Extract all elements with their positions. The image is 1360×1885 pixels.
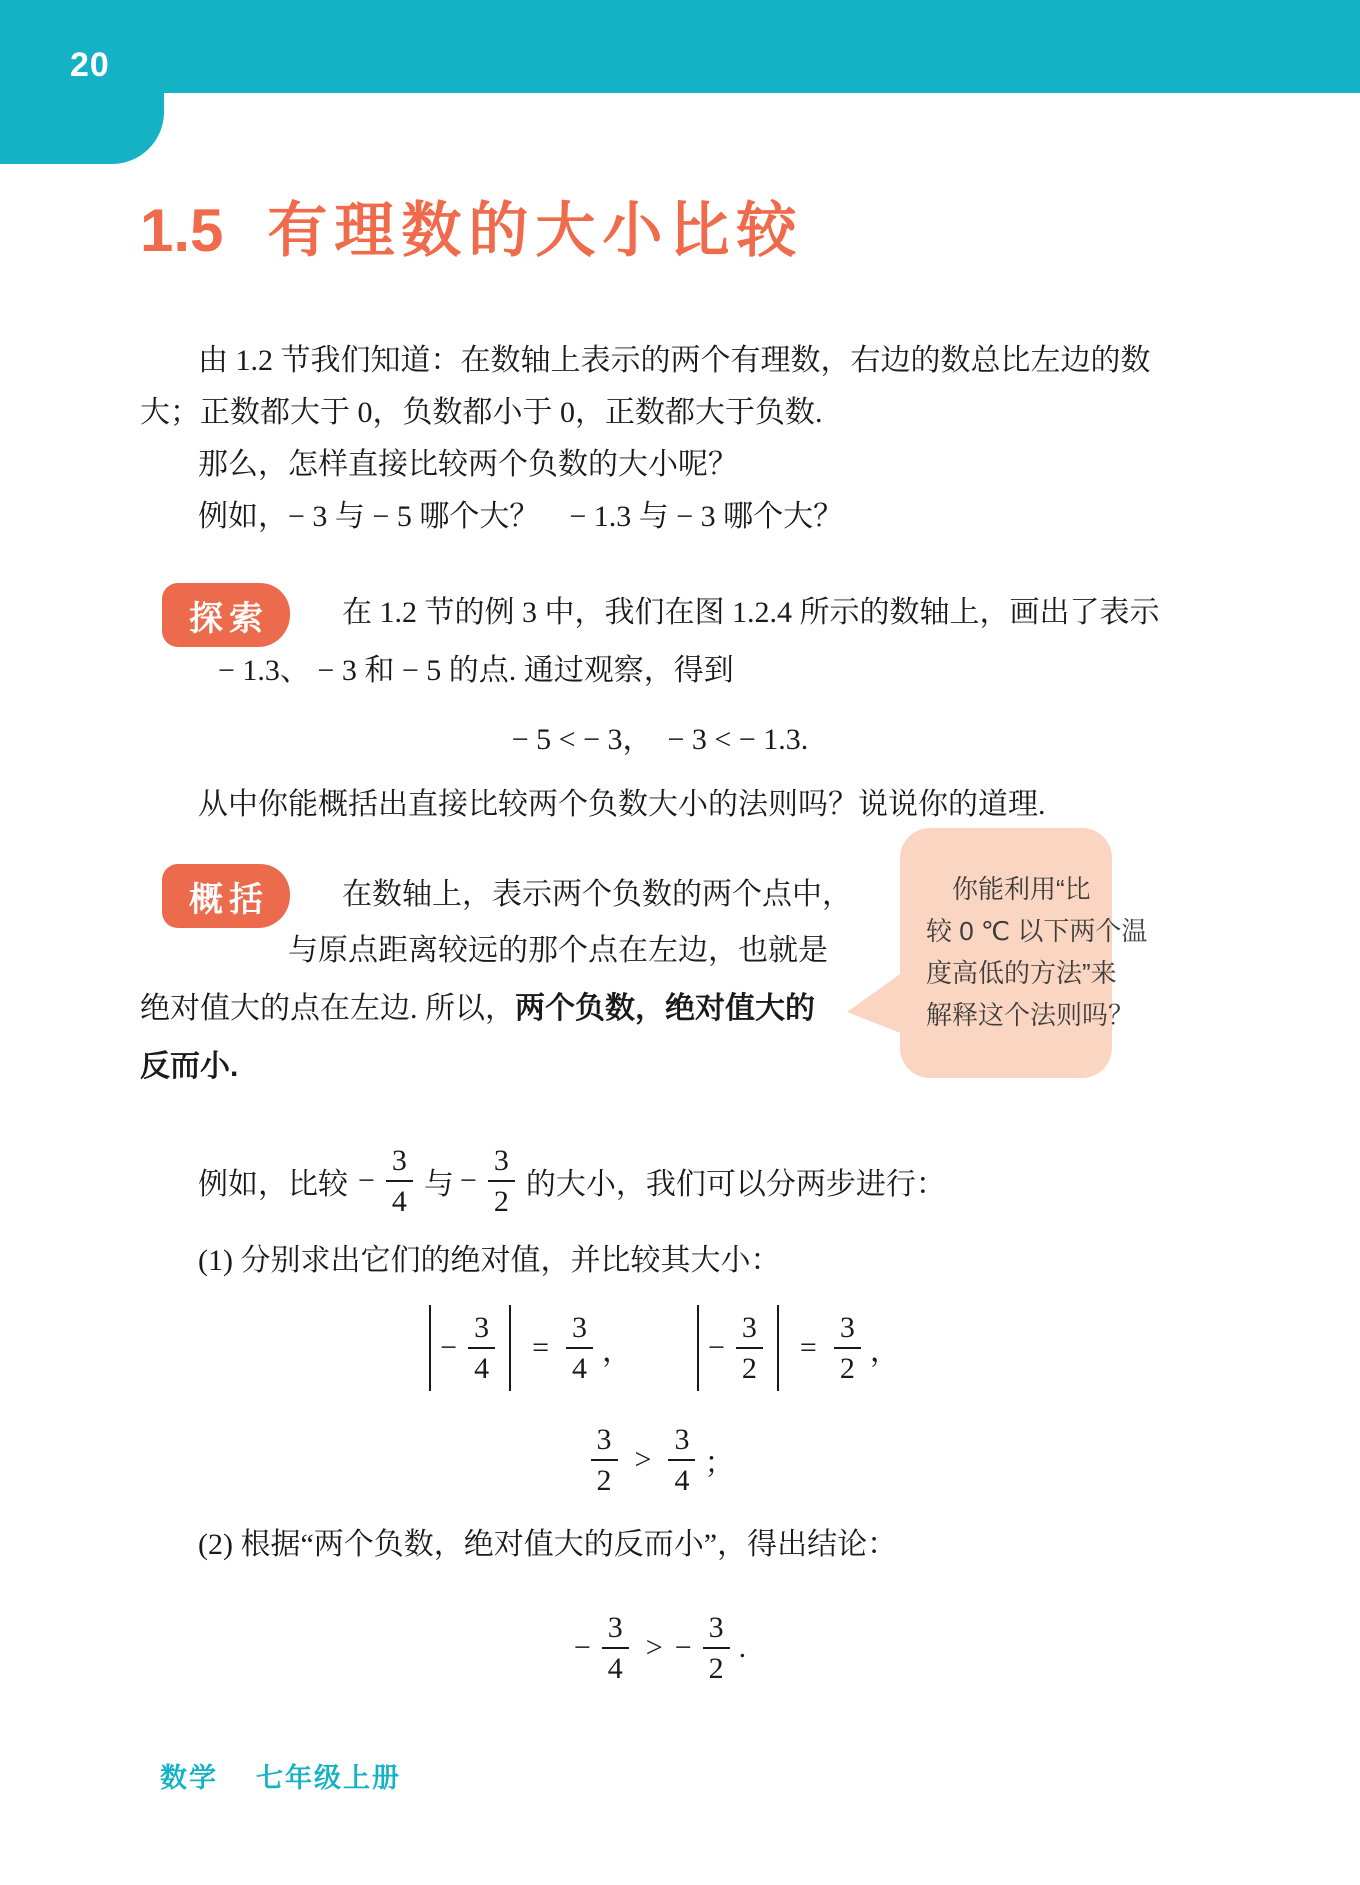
fraction-3-2 [488,1145,515,1217]
minus-sign: − [674,1631,692,1664]
numerator: 3 [834,1312,861,1349]
fraction-3-4 [386,1145,413,1217]
numerator: 3 [386,1145,413,1182]
denominator: 2 [493,1184,509,1218]
page-number-tab [0,0,164,164]
example-lead: 例如，比较 [198,1168,348,1201]
speech-bubble [900,828,1148,1078]
fraction-3-2 [834,1312,861,1384]
fraction-3-4 [602,1612,629,1684]
fraction-3-4 [566,1312,593,1384]
numerator: 3 [591,1424,618,1461]
minus-sign: − [459,1164,477,1197]
explore-question: 从中你能概括出直接比较两个负数大小的法则吗？说说你的道理. [198,788,1046,821]
denominator: 4 [607,1651,623,1685]
fraction-3-2 [703,1612,730,1684]
minus-sign: − [573,1631,591,1664]
greater-than-sign: > [645,1631,663,1664]
explore-formula [140,714,1180,758]
numerator: 3 [488,1145,515,1182]
step2-label: (2) 根据“两个负数，绝对值大的反而小”，得出结论： [198,1528,898,1561]
footer-subject: 数学 [160,1763,218,1793]
page-footer [160,1756,401,1795]
equals-sign: = [799,1331,817,1364]
explore-line-2: − 1.3、 − 3 和 − 5 的点. 通过观察，得到 [218,654,734,687]
summary-badge: 概括 [162,864,290,928]
fraction-3-2 [736,1312,763,1384]
denominator: 4 [674,1463,690,1497]
denominator: 2 [596,1463,612,1497]
denominator: 2 [741,1351,757,1385]
denominator: 2 [839,1351,855,1385]
summary-line-4: 反而小. [140,1050,239,1083]
comma: ， [602,1335,632,1368]
fraction-3-2 [591,1424,618,1496]
abs-bar [509,1305,511,1391]
speech-bubble-tail [847,972,903,1034]
fraction-3-4 [668,1424,695,1496]
intro-line-2: 大；正数都大于 0，负数都小于 0，正数都大于负数. [140,396,823,429]
numerator: 3 [602,1612,629,1649]
bubble-line-4: 解释这个法则吗？ [926,1000,1135,1030]
section-title-text: 有理数的大小比较 [267,197,804,264]
absolute-value-formula [140,1300,1180,1396]
numerator: 3 [668,1424,695,1461]
numerator: 3 [566,1312,593,1349]
period: . [738,1631,747,1664]
explore-badge: 探索 [162,583,290,647]
bubble-line-2: 较 0 ℃ 以下两个温 [926,916,1148,946]
denominator: 4 [474,1351,490,1385]
section-title [140,194,803,268]
numerator: 3 [468,1312,495,1349]
semicolon: ； [704,1447,735,1480]
intro-line-4: 例如，− 3 与 − 5 哪个大？ − 1.3 与 − 3 哪个大？ [198,500,844,533]
summary-line-3-bold: 两个负数，绝对值大的 [515,992,815,1025]
example-tail: 的大小，我们可以分两步进行： [525,1168,946,1201]
bubble-line-1: 你能利用“比 [952,874,1091,904]
bubble-line-3: 度高低的方法”来 [926,958,1117,988]
summary-line-2: 与原点距离较远的那个点在左边，也就是 [288,934,828,967]
denominator: 4 [391,1184,407,1218]
numerator: 3 [703,1612,730,1649]
summary-line-1: 在数轴上，表示两个负数的两个点中， [342,878,852,911]
explore-line-1: 在 1.2 节的例 3 中，我们在图 1.2.4 所示的数轴上，画出了表示 [342,596,1160,629]
intro-line-1: 由 1.2 节我们知道：在数轴上表示的两个有理数，右边的数总比左边的数 [198,344,1151,377]
minus-sign: − [358,1164,375,1197]
numerator: 3 [736,1312,763,1349]
abs-bar [777,1305,779,1391]
abs-bar [697,1305,699,1391]
summary-line-3 [140,990,815,1028]
top-banner [0,0,1360,93]
abs-bar [429,1305,431,1391]
greater-than-sign: > [634,1443,652,1476]
page-number: 20 [70,46,110,84]
step1-label: (1) 分别求出它们的绝对值，并比较其大小： [198,1244,781,1277]
denominator: 2 [708,1651,724,1685]
inequality-text: − 5 < − 3， − 3 < − 1.3. [511,723,809,756]
minus-sign: − [708,1331,725,1364]
section-number: 1.5 [140,197,224,264]
equals-sign: = [532,1331,549,1364]
fraction-3-4 [468,1312,495,1384]
denominator: 4 [572,1351,587,1385]
minus-sign: − [440,1331,458,1364]
conclusion-formula [140,1598,1180,1698]
intro-line-3: 那么，怎样直接比较两个负数的大小呢？ [198,448,738,481]
example-sentence [198,1136,946,1226]
comparison-formula [140,1412,1180,1508]
summary-line-3-regular: 绝对值大的点在左边. 所以， [140,992,515,1025]
footer-grade: 七年级上册 [256,1763,401,1793]
comma: ， [869,1335,900,1368]
conjunction: 与 [423,1168,454,1201]
